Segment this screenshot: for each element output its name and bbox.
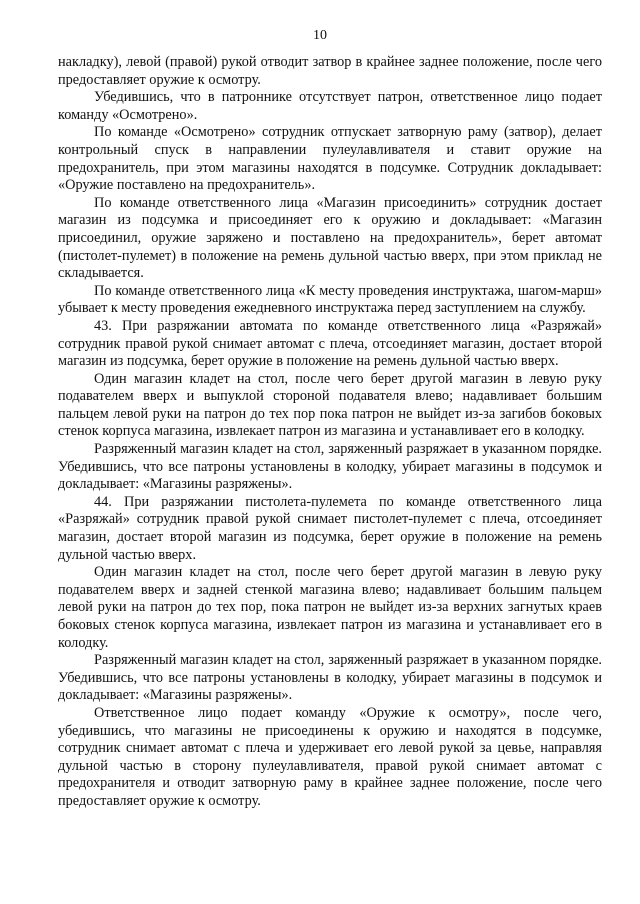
paragraph: По команде ответственного лица «Магазин присоединить» сотрудник достает магазин из подсумка и присоединяет его к оружию и докладывает: «Магазин присоединил, оружие заряжено и поставлено на предохранитель», берет автомат (пистолет-пулемет) в положение на ремень дульной частью вверх, при этом приклад не складывается. — [58, 194, 602, 282]
paragraph-section-44: 44. При разряжании пистолета-пулемета по команде ответственного лица «Разряжай» сотрудник правой рукой снимает пистолет-пулемет с плеча, отсоединяет магазин, достает второй магазин из подсумка, берет оружие в положение на ремень дульной частью вверх. — [58, 493, 602, 563]
paragraph: Один магазин кладет на стол, после чего берет другой магазин в левую руку подавателем вверх и выпуклой стороной подавателя влево; надавливает большим пальцем левой руки на патрон до тех пор пока патрон не выйдет из-за загибов боковых стенок корпуса магазина, извлекает патрон из магазина и устанавливает его в колодку. — [58, 370, 602, 440]
document-body — [58, 54, 602, 811]
paragraph: накладку), левой (правой) рукой отводит затвор в крайнее заднее положение, после чего предоставляет оружие к осмотру. — [58, 54, 602, 88]
page-number: 10 — [313, 28, 327, 43]
paragraph: Один магазин кладет на стол, после чего берет другой магазин в левую руку подавателем вверх и задней стенкой магазина влево; надавливает большим пальцем левой руки на патрон до тех пор, пока патрон не выйдет из-за верхних загнутых краев боковых стенок корпуса магазина, извлекает патрон из магазина и устанавливает его в колодку. — [58, 564, 602, 651]
paragraph: По команде ответственного лица «К месту проведения инструктажа, шагом-марш» убывает к месту проведения ежедневного инструктажа перед заступлением на службу. — [58, 282, 602, 317]
paragraph: Разряженный магазин кладет на стол, заряженный разряжает в указанном порядке. Убедившись, что все патроны установлены в колодку, убирает магазины в подсумок и докладывает: «Магазины разряжены». — [58, 652, 602, 704]
paragraph: Ответственное лицо подает команду «Оружие к осмотру», после чего, убедившись, что магазины не присоединены к оружию и находятся в подсумке, сотрудник снимает автомат с плеча и удерживает его левой рукой за цевье, направляя дульной частью в сторону пулеулавливателя, правой рукой снимает автомат с предохранителя и отводит затворную раму в крайнее заднее положение, после чего предоставляет оружие к осмотру. — [58, 704, 602, 809]
paragraph: По команде «Осмотрено» сотрудник отпускает затворную раму (затвор), делает контрольный спуск в направлении пулеулавливателя и ставит оружие на предохранитель, при этом магазины находятся в подсумке. Сотрудник докладывает: «Оружие поставлено на предохранитель». — [58, 124, 602, 194]
paragraph: Убедившись, что в патроннике отсутствует патрон, ответственное лицо подает команду «Осмотрено». — [58, 89, 602, 123]
paragraph-section-43: 43. При разряжании автомата по команде ответственного лица «Разряжай» сотрудник правой рукой снимает автомат с плеча, отсоединяет магазин, достает второй магазин из подсумка, берет оружие в положение на ремень дульной частью вверх. — [58, 317, 602, 370]
paragraph: Разряженный магазин кладет на стол, заряженный разряжает в указанном порядке. Убедившись, что все патроны установлены в колодку, убирает магазины в подсумок и докладывает: «Магазины разряжены». — [58, 441, 602, 493]
